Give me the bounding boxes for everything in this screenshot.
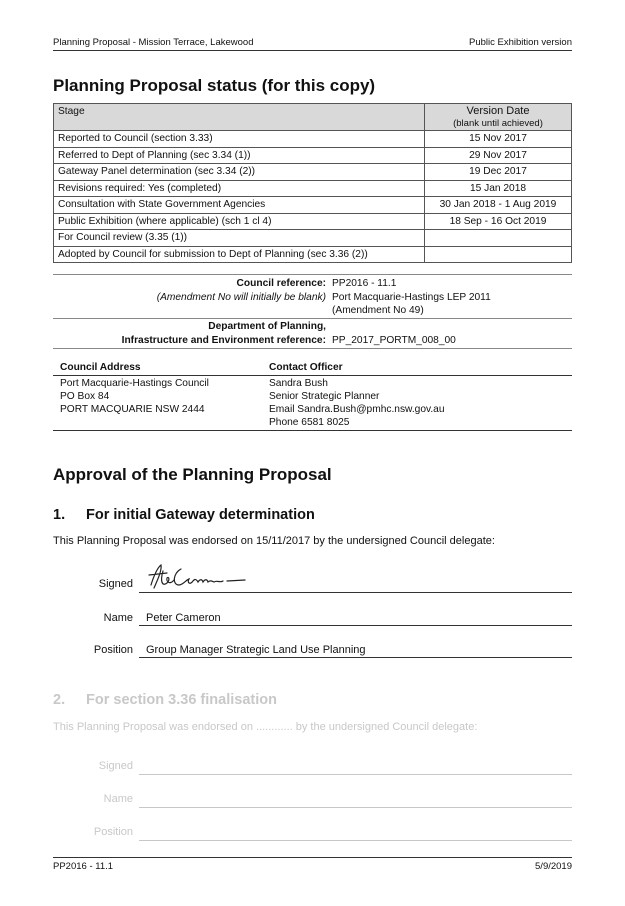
header-right: Public Exhibition version: [469, 37, 572, 48]
approval-title: Approval of the Planning Proposal: [53, 465, 332, 484]
section-2-number: 2.: [53, 692, 66, 708]
officer-email: Email Sandra.Bush@pmhc.nsw.gov.au: [269, 404, 445, 415]
officer-title: Senior Strategic Planner: [269, 391, 380, 402]
position-label: Position: [93, 644, 133, 656]
references-top-rule: [53, 274, 572, 275]
stage-cell: Gateway Panel determination (sec 3.34 (2)): [54, 164, 425, 181]
version-date-cell: 15 Nov 2017: [425, 131, 572, 148]
contact-officer-heading: Contact Officer: [269, 362, 343, 373]
address-line: Port Macquarie-Hastings Council: [60, 378, 209, 389]
stage-cell: Revisions required: Yes (completed): [54, 180, 425, 197]
section-1-text: This Planning Proposal was endorsed on 15/11/2017 by the undersigned Council delegate:: [53, 535, 495, 547]
table-row: [54, 147, 572, 164]
officer-name: Sandra Bush: [269, 378, 328, 389]
footer-right: 5/9/2019: [535, 861, 572, 872]
address-line: PORT MACQUARIE NSW 2444: [60, 404, 205, 415]
stage-cell: Consultation with State Government Agencies: [54, 197, 425, 214]
signed-line-2: [139, 774, 572, 775]
section-2-heading: [53, 692, 277, 708]
name-label: Name: [103, 612, 133, 624]
stage-cell: Adopted by Council for submission to Dept of Planning (sec 3.36 (2)): [54, 246, 425, 263]
version-date-cell: 15 Jan 2018: [425, 180, 572, 197]
version-date-cell: [425, 246, 572, 263]
position-line: [139, 657, 572, 658]
stage-cell: Referred to Dept of Planning (sec 3.34 (1)): [54, 147, 425, 164]
table-row: [54, 230, 572, 247]
signed-line: [139, 592, 572, 593]
signed-label-2: Signed: [98, 760, 133, 772]
references-mid-rule: [53, 318, 572, 319]
amendment-value-1: Port Macquarie-Hastings LEP 2011: [332, 292, 491, 303]
council-address-heading: Council Address: [60, 362, 141, 373]
address-line: PO Box 84: [60, 391, 110, 402]
table-row: [54, 180, 572, 197]
position-line-2: [139, 840, 572, 841]
section-1-title: For initial Gateway determination: [86, 507, 315, 523]
version-date-column-header: Version Date (blank until achieved): [425, 104, 572, 131]
section-1-heading: [53, 507, 315, 523]
signed-label: Signed: [98, 578, 133, 590]
table-row: [54, 197, 572, 214]
section-1-number: 1.: [53, 507, 66, 523]
footer-left: PP2016 - 11.1: [53, 861, 114, 872]
position-label-2: Position: [93, 826, 133, 838]
table-header-row: [54, 104, 572, 131]
dept-ref-value: PP_2017_PORTM_008_00: [332, 335, 456, 346]
stage-cell: For Council review (3.35 (1)): [54, 230, 425, 247]
name-line: [139, 625, 572, 626]
officer-phone: Phone 6581 8025: [269, 417, 350, 428]
version-date-cell: 30 Jan 2018 - 1 Aug 2019: [425, 197, 572, 214]
amendment-label: (Amendment No will initially be blank): [156, 292, 326, 303]
section-2-text: This Planning Proposal was endorsed on ............ by the undersigned Council delegate:: [53, 721, 478, 733]
name-line-2: [139, 807, 572, 808]
status-table: [53, 103, 572, 263]
footer-rule: [53, 857, 572, 858]
version-date-cell: 19 Dec 2017: [425, 164, 572, 181]
council-ref-value: PP2016 - 11.1: [332, 278, 397, 289]
version-date-cell: 29 Nov 2017: [425, 147, 572, 164]
dept-label-2: Infrastructure and Environment reference:: [121, 335, 326, 346]
header-left: Planning Proposal - Mission Terrace, Lakewood: [53, 37, 254, 48]
header-rule: [53, 50, 572, 51]
name-label-2: Name: [103, 793, 133, 805]
references-bottom-rule: [53, 348, 572, 349]
version-date-cell: 18 Sep - 16 Oct 2019: [425, 213, 572, 230]
name-value: Peter Cameron: [146, 612, 221, 624]
stage-cell: Reported to Council (section 3.33): [54, 131, 425, 148]
stage-column-header: Stage: [54, 104, 425, 131]
amendment-value-2: (Amendment No 49): [332, 305, 424, 316]
status-title: Planning Proposal status (for this copy): [53, 76, 376, 95]
table-row: [54, 131, 572, 148]
position-value: Group Manager Strategic Land Use Planning: [146, 644, 366, 656]
council-address: [60, 377, 209, 416]
table-row: [54, 213, 572, 230]
contact-officer: [269, 377, 445, 429]
contacts-heading-rule: [53, 375, 572, 376]
section-2-title: For section 3.36 finalisation: [86, 692, 277, 708]
contacts-bottom-rule: [53, 430, 572, 431]
table-row: [54, 164, 572, 181]
stage-cell: Public Exhibition (where applicable) (sch 1 cl 4): [54, 213, 425, 230]
version-date-cell: [425, 230, 572, 247]
table-row: [54, 246, 572, 263]
dept-label-1: Department of Planning,: [208, 321, 326, 332]
council-ref-label: Council reference:: [236, 278, 326, 289]
